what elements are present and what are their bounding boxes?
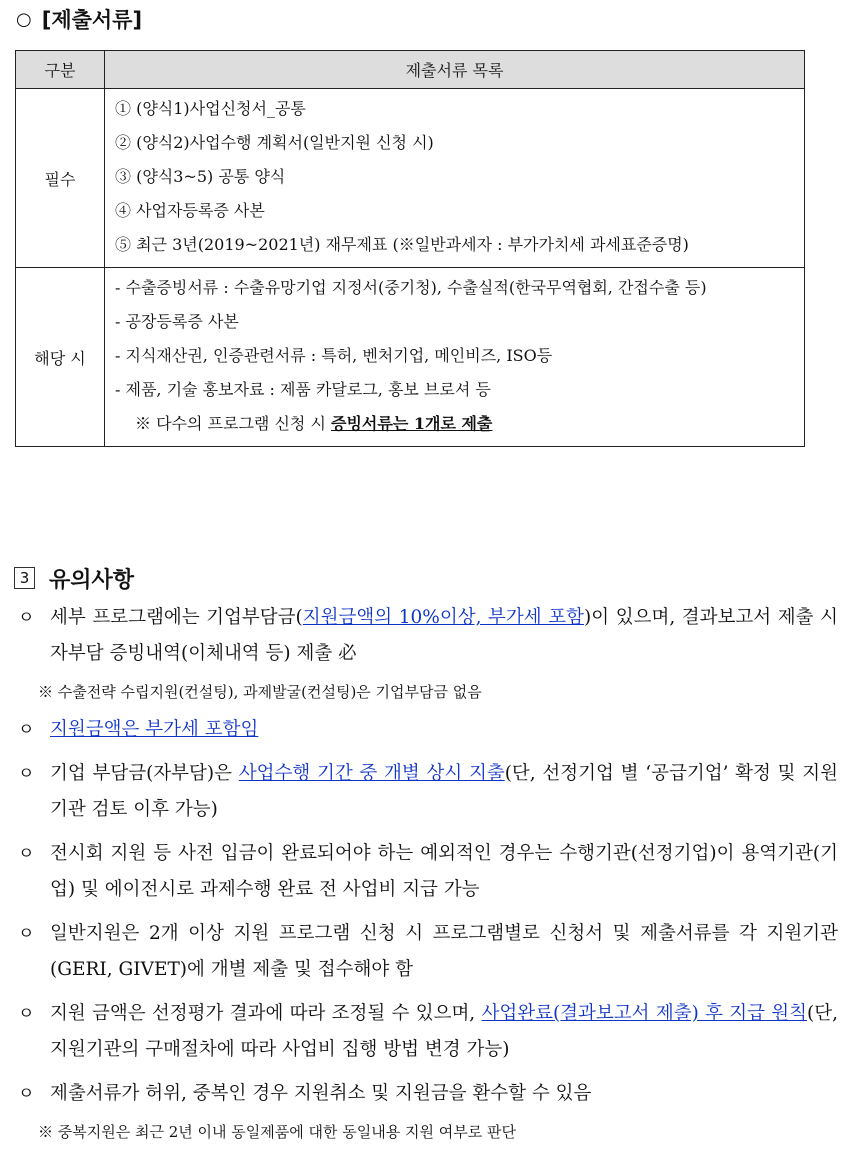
note-text-pre: 지원 금액은 선정평가 결과에 따라 조정될 수 있으며,: [50, 1003, 482, 1024]
list-item: - 공장등록증 사본: [115, 312, 239, 331]
section-title: 유의사항: [49, 567, 135, 593]
table-row-required: [16, 89, 805, 268]
note-text-post: (단, 선정기업 별 ‘공급기업’ 확정 및 지원기관 검토 이후 가능): [50, 763, 838, 820]
note-text: [50, 712, 838, 748]
required-doc-list: [105, 89, 805, 268]
header-category: 구분: [16, 51, 105, 89]
list-item: ① (양식1)사업신청서_공통: [115, 99, 306, 118]
notes-list: [18, 600, 838, 1152]
multi-program-note: [115, 407, 804, 441]
highlight-link[interactable]: 지원금액은 부가세 포함임: [50, 719, 259, 740]
list-item: ⑤ 최근 3년(2019~2021년) 재무제표 (※일반과세자 : 부가가치세 과세표준증명): [115, 235, 689, 254]
table-row-applicable: [16, 268, 805, 447]
sub-note: ※ 중복지원은 최근 2년 이내 동일제품에 대한 동일내용 지원 여부로 판단: [38, 1123, 516, 1141]
table-header-row: [16, 51, 805, 89]
section-number-box: 3: [14, 567, 35, 589]
note-text-pre: 기업 부담금(자부담)은: [50, 763, 239, 784]
applicable-doc-list: [105, 268, 805, 447]
note-item: [18, 916, 838, 988]
header-doc-list: 제출서류 목록: [105, 51, 805, 89]
note-text: [50, 756, 838, 828]
note-text-post: (단, 지원기관의 구매절차에 따라 사업비 집행 방법 변경 가능): [50, 1003, 838, 1060]
bullet-marker: ㅇ: [18, 608, 35, 628]
submission-docs-table: [15, 50, 805, 447]
category-required: 필수: [16, 89, 105, 268]
section3-heading: [14, 562, 134, 594]
list-item: - 수출증빙서류 : 수출유망기업 지정서(중기청), 수출실적(한국무역협회, 간접수출 등): [115, 278, 707, 297]
highlight-link[interactable]: 지원금액의 10%이상, 부가세 포함: [302, 607, 585, 628]
list-item: - 제품, 기술 홍보자료 : 제품 카달로그, 홍보 브로셔 등: [115, 380, 491, 399]
note-item: [18, 712, 838, 748]
bullet-marker: ㅇ: [18, 720, 35, 740]
list-item: ③ (양식3~5) 공통 양식: [115, 167, 286, 186]
submission-docs-heading: [16, 2, 142, 36]
note-prefix: ※ 다수의 프로그램 신청 시: [135, 414, 331, 433]
list-item: - 지식재산권, 인증관련서류 : 특허, 벤처기업, 메인비즈, ISO등: [115, 346, 553, 365]
highlight-link[interactable]: 사업수행 기간 중 개별 상시 지출: [238, 763, 505, 784]
bullet-marker: ㅇ: [18, 924, 35, 944]
bullet-marker: ㅇ: [18, 1084, 35, 1104]
note-item: [18, 996, 838, 1068]
sub-note: ※ 수출전략 수립지원(컨설팅), 과제발굴(컨설팅)은 기업부담금 없음: [38, 683, 482, 701]
bullet-marker: ㅇ: [18, 844, 35, 864]
note-text: 전시회 지원 등 사전 입금이 완료되어야 하는 예외적인 경우는 수행기관(선정기업)이 용역기관(기업) 및 에이전시로 과제수행 완료 전 사업비 지급 가능: [50, 843, 838, 900]
note-text: [50, 996, 838, 1068]
note-text: 일반지원은 2개 이상 지원 프로그램 신청 시 프로그램별로 신청서 및 제출서류를 각 지원기관(GERI, GIVET)에 개별 제출 및 접수해야 함: [50, 923, 838, 980]
heading-bullet: ○: [16, 8, 32, 30]
note-item: [18, 756, 838, 828]
list-item: ② (양식2)사업수행 계획서(일반지원 신청 시): [115, 133, 434, 152]
heading-text: [제출서류]: [41, 8, 143, 32]
note-item: [18, 1076, 838, 1112]
note-text: 제출서류가 허위, 중복인 경우 지원취소 및 지원금을 환수할 수 있음: [50, 1083, 592, 1104]
bullet-marker: ㅇ: [18, 764, 35, 784]
list-item: ④ 사업자등록증 사본: [115, 201, 265, 220]
bullet-marker: ㅇ: [18, 1004, 35, 1024]
note-emphasis: 증빙서류는 1개로 제출: [331, 414, 493, 433]
highlight-link[interactable]: 사업완료(결과보고서 제출) 후 지급 원칙: [481, 1003, 808, 1024]
note-text-post: )이 있으며, 결과보고서 제출 시 자부담 증빙내역(이체내역 등) 제출 必: [50, 607, 838, 664]
category-applicable: 해당 시: [16, 268, 105, 447]
note-text-pre: 세부 프로그램에는 기업부담금(: [50, 607, 303, 628]
note-item: [18, 600, 838, 672]
note-item: [18, 836, 838, 908]
note-text: [50, 600, 838, 672]
